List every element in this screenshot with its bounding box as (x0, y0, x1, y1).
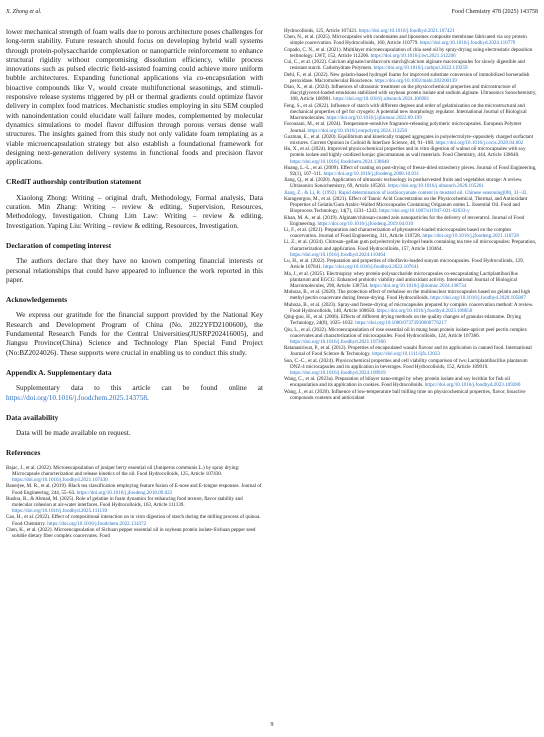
reference-link[interactable]: https://doi.org/10.1016/j.ijbiomac.2024.138734 (369, 282, 467, 289)
reference-link[interactable]: https://doi.org/10.1002/mabi.202200139 (374, 77, 457, 84)
competing-text: The authors declare that they have no known competing financial interests or personal relationships that could have appeared to influence the work reported in this paper. (6, 257, 263, 284)
reference-item: Huang, L.-L., et al. (2009). Effect of coating on post-drying of freeze-dried strawberry pieces. Journal of Food Engineering, 92(1), 107–111. https://doi.org/10.1016/j.jfoodeng.2008.10.031 (284, 164, 537, 178)
reference-link[interactable]: https://doi.org/10.1016/j.eurpolymj.2024.113256 (307, 127, 408, 134)
reference-item: Khan, M. A., et al. (2019). Alginate/chitosan-coated zein nanoparticles for the delivery of resveratrol. Journal of Food Engineering. https://doi.org/10.1016/j.jfoodeng.2019.04.010 (284, 214, 525, 227)
reference-item: Diao, X., et al. (2024). Influences of ultrasonic treatment on the physicochemical properties and microstructure of diacylglycerol-loaded emulsions stabilized with soybean protein isolate and sodium alginate. Ultrasonics Sonochemistry, 108, Article 106981. https://doi.org/10.1016/j.ultsonch.2024.106981 (284, 83, 537, 103)
reference-item: Li, F., et al. (2021). Preparation and characterization of phytosterol-loaded microcapsules based on the complex coacervation. Journal of Food Engineering, 311, Article 110728. https://doi.org/10.1016/j.jfoodeng.2021.110728 (284, 227, 519, 240)
reference-link[interactable]: https://doi.org/10.1016/j.jfoodeng.2019.04.010 (317, 220, 414, 227)
appendix-text: Supplementary data to this article can be found online at https://doi.org/10.1016/j.foodchem.2025.143758. (6, 384, 263, 402)
reference-link[interactable]: https://doi.org/10.1016/j.ultsonch.2024.106981 (333, 96, 430, 103)
header-authors: X. Zhong et al. (6, 9, 42, 15)
reference-link[interactable]: https://doi.org/10.1016/j.jfoodeng.2008.10.031 (323, 171, 420, 178)
reference-item: Dehl, F., et al. (2022). New gelatin-based hydrogel foams for improved substrate conversion of immobilized horseradish peroxidase. Macromolecular Bioscience. https://doi.org/10.1002/mabi.202200139 (284, 71, 530, 84)
reference-link[interactable]: https://doi.org/10.1016/j.foodhyd.2025.111139 (12, 508, 108, 515)
reference-item: Muhoza, B., et al. (2020). The protection effect of trehalose on the multinuclear microcapsules based on gelatin and high methyl pectin coacervate during freeze-drying. Food Hydrocolloids. https://doi.org/10.1016/j.foodhyd.2020.105807 (284, 289, 531, 302)
reference-item: Muhoza, B., et al. (2023). Spray-and freeze-drying of microcapsules prepared by complex coacervation method: A review. Food Hydrocolloids, 140, Article 108650. https://doi.org/10.1016/j.foodhyd.2023.108650 (284, 301, 534, 314)
reference-link[interactable]: https://doi.org/10.1016/j.foodhyd.2024.110464 (290, 251, 386, 258)
references-heading: References (6, 448, 41, 458)
reference-item: Li, Z., et al. (2024). Chitosan–gellan gum polyelectrolyte hydrogel beads containing tea tree oil microcapsules: Preparation, characterization and application. Food Hydrocolloids, 157, Article 110464. https://doi.org/10.1016/j.foodhyd.2024.110464 (284, 239, 537, 258)
reference-item: Forouzani, M., et al. (2024). Temperature-sensitive fragrance-releasing polymeric microcapsules. European Polymer Journal. https://doi.org/10.1016/j.eurpolymj.2024.113256 (284, 121, 522, 134)
conclusion-paragraph: lower mechanical strength of foam walls due to porous architecture poses challenges for long-term stability. Future research should focus on developing hybrid wall systems through protein-polysaccharide complexation or nanoparticle reinforcement to enhance structural rigidity without compromising dissolution efficiency, while process innovations such as pulsed electric field-assisted foaming could achieve more uniform bubble architectures. Expanding functional applications via co-encapsulation with bioactive compounds like Vₑ would create multifunctional seasonings, and stimuli-responsive release systems triggered by pH or thermal gradients could optimize flavor delivery in complex food matrices. Mechanistic studies employing in situ SEM coupled with nanoindentation could elucidate wall failure modes, complemented by molecular dynamics simulations to model flavor diffusion through porous versus dense wall structures. The insights gained from this study not only validate foam templating as a viable microencapsulation strategy but also establish a foundational framework for designing next-generation delivery systems in functional foods and precision flavor applications. (6, 28, 263, 167)
reference-link[interactable]: https://doi.org/10.1016/j.carbpol.2022.119259 (373, 65, 468, 72)
reference-item: Bushra, R., & Ahmad, M. (2025). Role of gelatine in foam dynamics for enhancing food texture, flavor stability and molecular cohesion at air-water interfaces. Food Hydrocolloids, 163, Article 111139. https://doi.org/10.1016/j.foodhyd.2025.111139 (6, 495, 243, 515)
references-list-right (284, 28, 537, 401)
right-column (284, 28, 537, 401)
reference-link[interactable]: https://doi.org/10.1016/j.foodhyd.2021.107366 (290, 338, 386, 345)
data-availability-text: Data will be made available on request. (16, 429, 131, 438)
reference-link[interactable]: https://doi.org/10.1016/j.foodhyd.2024.109919 (290, 370, 386, 377)
reference-item: Banerjee, M. R., et al. (2019). Black tea classification employing feature fusion of E-nose and E-tongue responses. Journal of Food Engineering, 244, 55–63. https://doi.org/10.1016/j.jfoodeng.2018.09.022 (6, 483, 262, 496)
reference-item: Feng, S., et al. (2022). Influence of starch with different degrees and order of gelatinization on the microstructural and mechanical properties of gel for cryogels: A potential new morphology regulator. International Journal of Biological Macromolecules. https://doi.org/10.1016/j.ijbiomac.2022.09.199 (284, 102, 527, 122)
running-header (6, 9, 538, 21)
competing-heading: Declaration of competing interest (6, 240, 112, 250)
reference-link[interactable]: https://doi.org/10.1016/j.jfoodeng.2021.110728 (422, 233, 519, 240)
reference-item: Lu, H., et al. (2022). Preparation and properties of riboflavin-loaded sunyan microcapsules. Food Hydrocolloids, 129, Article 107641. https://doi.org/10.1016/j.foodhyd.2022.107641 (284, 258, 524, 271)
appendix-heading: Appendix A. Supplementary data (6, 367, 112, 377)
reference-link[interactable]: https://doi.org/10.1016/j.foodchem.2024.138640 (290, 158, 390, 165)
reference-item: Cui, C., et al. (2022). Calcium alginate/curdlan/corn starch@calcium alginate macrocapsules for slowly digestible and resistant starch. Carbohydrate Polymers. https://doi.org/10.1016/j.carbpol.2022.119259 (284, 59, 525, 72)
acknowledgements-text: We express our gratitude for the financial support provided by the National Key Research and Development Program of China (No. 2022YFD2100600), the Fundamental Research Funds for the Central Universities(JUSRP202416005), and Jiangsu Province(China) Science and Technology Plan Special Fund Project (No:BZ2024026). These supports were crucial in enabling us to conduct this study. (6, 311, 263, 357)
reference-item: Copado, C. N., et al. (2021). Multilayer microencapsulation of chia seed oil by spray-drying using electrostatic deposition technology. LWT, 152, Article 112206. https://doi.org/10.1016/j.lwt.2021.112206 (284, 46, 533, 59)
reference-item: Chen, K., et al. (2022). Microencapsulation of Sichuan pepper essential oil in soybean protein isolate-Sichuan pepper seed soluble dietary fiber complex coacervates. Food (6, 526, 256, 540)
reference-link[interactable]: https://doi.org/10.1007/s11947-021-02633-y (379, 208, 470, 215)
reference-item: Bajac, J., et al. (2022). Microencapsulation of juniper berry essential oil (Juniperus communis L.) by spray drying: Microcapsule characterization and release kinetics of the oil. Food Hydrocolloids, 125, Article 107430. https://doi.org/10.1016/j.foodhyd.2021.107430 (6, 464, 240, 484)
references-list-left (6, 465, 263, 540)
reference-link[interactable]: https://doi.org/10.1016/j.lwt.2021.112206 (370, 52, 456, 59)
reference-item: Qiu, L., et al. (2022). Microencapsulation of rose essential oil in mung bean protein isolate-apricot peel pectin complex coacervates and characterization of microcapsules. Food Hydrocolloids, 124, Article 107366. https://doi.org/10.1016/j.foodhyd.2021.107366 (284, 326, 528, 345)
reference-item: Ratanasiriwat, P., et al. (2012). Properties of encapsulated wasabi flavour and its application in canned food. International Journal of Food Science & Technology. https://doi.org/10.1111/ijfs.12023 (284, 345, 532, 358)
reference-link[interactable]: https://doi.org/10.1016/j.foodhyd.2020.105807 (430, 295, 526, 302)
reference-link[interactable]: https://doi.org/10.1016/j.ultsonch.2020.105261 (387, 183, 484, 190)
reference-link[interactable]: https://doi.org/10.1016/j.foodchem.2022.134372 (47, 520, 147, 527)
reference-item: Jiang, Q., et al. (2020). Application of ultrasonic technology in postharvested fruits and vegetables storage: A review. Ultrasonics Sonochemistry, 69, Article 105261. https://doi.org/10.1016/j.ultsonch.2020.105261 (284, 177, 523, 190)
reference-link[interactable]: https://doi.org/10.1016/j.jfoodeng.2018.09.022 (76, 489, 173, 496)
reference-item: Karageorgou, M., et al. (2021). Effect of Tannic Acid Concentration on the Physicochemical, Thermal, and Antioxidant Properties of Gelatin/Gum Arabic-Walled Microcapsules Containing Origanum onites L. Essential Oil. Food and Bioprocess Technology, 14(7), 1231–1243. https://doi.org/10.1007/s11947-021-02633-y (284, 195, 528, 215)
reference-link[interactable]: https://doi.org/10.1016/j.foodhyd.2023.108650 (376, 307, 473, 314)
supplementary-link[interactable]: https://doi.org/10.1016/j.foodchem.2025.143758 (6, 393, 148, 402)
reference-link[interactable]: https://doi.org/10.1080/07373930600776217 (355, 320, 447, 327)
reference-item: Ma, J., et al. (2025). Electrospray whey protein-polysaccharide microcapsules co-encapsulating Lactiplantibacillus plantarum and EGCG: Enhanced probiotic viability and antioxidant activity. International Journal of Biological Macromolecules, 290, Article 138734. https://doi.org/10.1016/j.ijbiomac.2024.138734 (284, 270, 518, 289)
reference-item: Hydrocolloids, 125, Article 107421. https://doi.org/10.1016/j.foodhyd.2021.107421 (284, 28, 455, 34)
reference-link[interactable]: https://doi.org/10.1016/j.foodhyd.2024.110779 (419, 40, 516, 47)
credit-text: Xiaolong Zhong: Writing – original draft, Methodology, Formal analysis, Data curation. Min Zhang: Writing – review & editing, Supervision, Resources, Methodology, Investigation. Chung Lim Law: Writing – review & editing, Investigation. Yaping Liu: Writing – review & editing, Resources, Investigation. (6, 193, 263, 230)
reference-link[interactable]: https://doi.org/10.1016/j.foodhyd.2021.107421 (358, 28, 455, 34)
acknowledgements-heading: Acknowledgements (6, 295, 68, 305)
reference-link[interactable]: https://doi.org/10.1016/j.cocis.2020.04.002 (435, 139, 524, 146)
reference-item: Qing-guo, H., et al. (2006). Effects of different drying methods on the quality changes of granular edamame. Drying Technology, 24(8), 1025–1032. https://doi.org/10.1080/07373930600776217 (284, 314, 522, 327)
reference-item: Cao, H., et al. (2022). Effect of compositional interaction on in vitro digestion of starch during the milling process of quinoa. Food Chemistry. https://doi.org/10.1016/j.foodchem.2022.134372 (6, 514, 261, 527)
data-availability-heading: Data availability (6, 412, 59, 422)
reference-item: Wang, J., et al. (2020). Influence of low-temperature ball milling time on physicochemical properties, flavor, bioactive compounds contents and antioxidant (284, 388, 526, 401)
reference-item: Chen, N., et al. (2025). Microcapsules with condensates and liposomes composite membrane fabricated via soy protein simple coacervation. Food Hydrocolloids, 160, Article 110779. https://doi.org/10.1016/j.foodhyd.2024.110779 (284, 34, 527, 47)
reference-item: Hu, X., et al. (2024). Improved physicochemical properties and in vitro digestion of walnut oil microcapsules with soy protein isolate and highly oxidized konjac glucomannan as wall materials. Food Chemistry, 444, Article 138640. https://doi.org/10.1016/j.foodchem.2024.138640 (284, 146, 526, 165)
credit-heading: CRediT authorship contribution statement (6, 177, 142, 187)
reference-link[interactable]: https://doi.org/10.1016/j.ijbiomac.2022.09.199 (326, 115, 422, 122)
left-column (6, 28, 263, 539)
reference-link[interactable]: Jiang, Z., & Li, R. (1992). Rapid determination of isothiocyanate content in mustard oil. Chinese seasoning(08), 31–32. (284, 189, 528, 196)
page-number: 9 (270, 722, 274, 728)
reference-item: Guzman, E., et al. (2020). Equilibrium and kinetically trapped aggregates in polyelectrolyte–oppositely charged surfactant mixtures. Current Opinion in Colloid & Interface Science, 48, 91–108. https://doi.org/10.1016/j.cocis.2020.04.002 (284, 133, 534, 146)
header-journal: Food Chemistry 478 (2025) 143758 (451, 9, 538, 15)
reference-link[interactable]: https://doi.org/10.1111/ijfs.12023 (371, 351, 440, 358)
reference-link[interactable]: https://doi.org/10.1016/j.foodhyd.2023.109280 (424, 382, 521, 389)
reference-link[interactable]: https://doi.org/10.1016/j.foodhyd.2021.107430 (12, 477, 108, 484)
reference-item: Wang, C., et al. (2023a). Preparation of bilayer nano-emgel by whey protein isolate and soy lecithin for fish oil encapsulation and its application in cookies. Food Hydrocolloids. https://doi.org/10.1016/j.foodhyd.2023.109280 (284, 376, 521, 389)
reference-link[interactable]: https://doi.org/10.1016/j.foodhyd.2022.107641 (323, 264, 419, 271)
reference-item: Sun, C.-C., et al. (2024). Physicochemical properties and cell viability comparison of two Lactiplantibacillus plantarum DNZ-4 microcapsules and its application in beverages. Food Hydrocolloids, 152, Article 109919. https://doi.org/10.1016/j.foodhyd.2024.109919 (284, 357, 528, 377)
